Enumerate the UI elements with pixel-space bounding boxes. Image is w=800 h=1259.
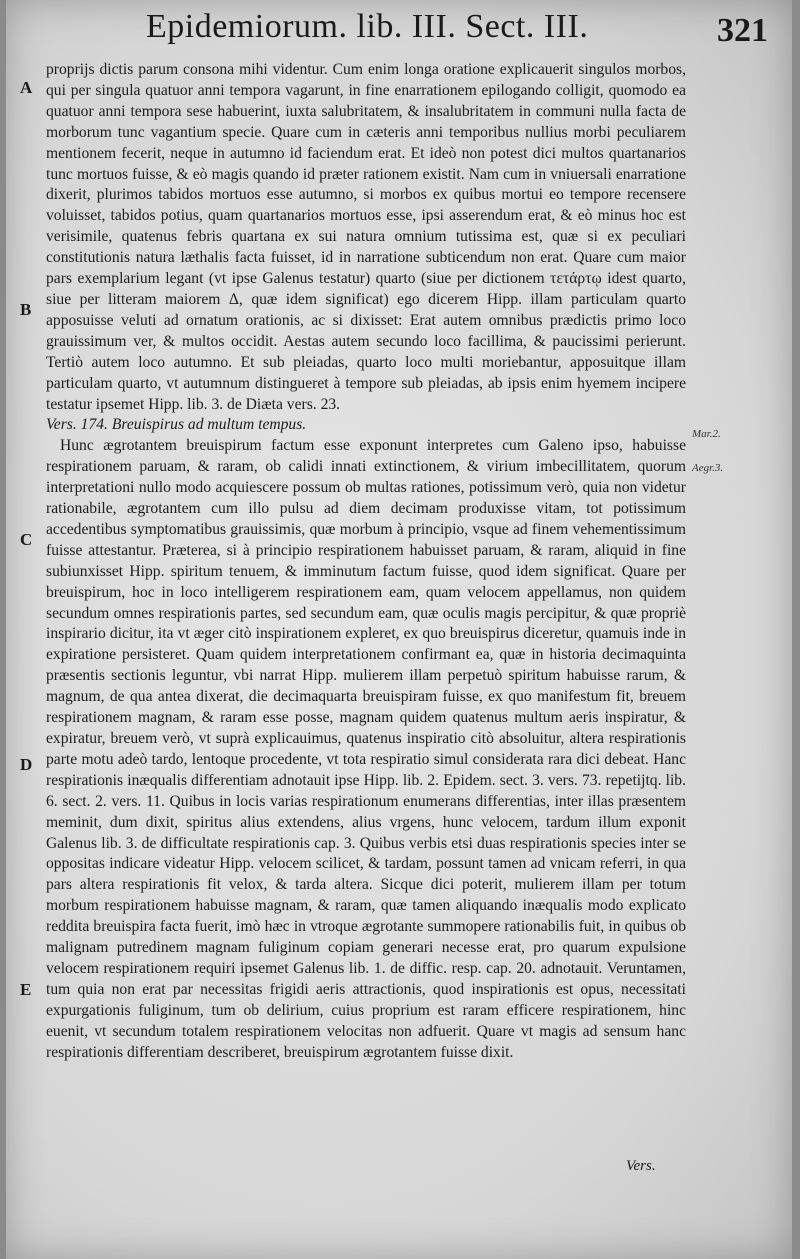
paragraph-2: Hunc ægrotantem breuispirum factum esse exponunt interpretes cum Galeno ipso, habuisse respirationem paruam, & raram, ob calidi innati extinctionem, & virium imbecillitatem, quorum interpretationi nullo modo acquiescere possum ob multas rationes, potissimum verò, quia non videtur rationabile, ægrotantem cum illo pulsu ad diem decimam produxisse vitam, tot potissimum accedentibus symptomatibus grauissimis, quæ morbum à principio, vsque ad finem vehementissimum fuisse attestantur. Præterea, si à principio respirationem habuisset paruam, & raram, aliquid in fine subiunxisset Hipp. spiritum tenuem, & imminutum factum fuisse, quod idem significat. Quare per breuispirum, hoc in loco intelligerem respirationem eam, quam velocem appellamus, non quidem secundum omnes respirationis partes, sed secundum eam, quæ oculis magis percipitur, & quæ propriè inspirario dicitur, ita vt æger citò inspirationem expleret, ex quo breuispirus diceretur, quamuis inde in expiratione persisteret. Quam quidem interpretationem confirmant ea, quæ in historia decimaquinta præsentis sectionis leguntur, vbi narrat Hipp. mulierem illam perpetuò spiritum habuisse rarum, & magnum, de qua antea dixerat, die decimaquarta breuispiram fuisse, ex quo manifestum fit, breuem respirationem magnam, & raram esse posse, magnam quidem quatenus multum aeris inspiratur, & expiratur, breuem verò, vt suprà explicauimus, quatenus inspiratio citò absoluitur, altera respirationis parte motu adeò tardo, lentoque procedente, vt tota respiratio simul considerata rara dici debeat. Hanc respirationis inæqualis differentiam adnotauit ipse Hipp. lib. 2. Epidem. sect. 3. vers. 73. repetijtq. lib. 6. sect. 2. vers. 11. Quibus in locis varias respirationum enumerans differentias, inter illas præsentem meminit, dum dixit, spiritus alius extendens, alius vrgens, hunc velocem, tardum illum exponit Galenus lib. 3. de difficultate respirationis cap. 3. Quibus verbis etsi duas respirationis species inter se oppositas indicare videatur Hipp. velocem scilicet, & tardam, possunt tamen ad vnicam referri, in qua pars altera respirationis fit velox, & tarda altera. Sicque dici poterit, mulierem illam per totum morbum respirationem habuisse magnam, & raram, quæ tamen aliquando inæqualis modo explicato reddita breuispira facta fuerit, imò hæc in vtroque ægrotante summopere rationabilis fuit, in quibus ob malignam putredinem magnam fuliginum copiam generari necesse erat, pro quarum expulsione velocem respirationem requiri ipsemet Galenus lib. 1. de diffic. resp. cap. 20. adnotauit. Veruntamen, tum quia non erat par necessitas frigidi aeris attractionis, quod inspirationis est opus, necessitati expurgationis fuliginum, tum ob delirium, cuius proprium est raram efficere respirationem, hinc euenit, vt secundum totalem respirationem velocitas non adfuerit. Quare vt magis ad sensum hanc respirationis differentiam describeret, breuispirum ægrotantem fuisse dixit. xyxy=(46,437,686,1061)
margin-letter-d: D xyxy=(20,755,33,774)
margin-letter-c: C xyxy=(20,530,33,549)
margin-letter-a: A xyxy=(20,78,33,97)
margin-letter-b: B xyxy=(20,300,32,319)
paragraph-1: proprijs dictis parum consona mihi videntur. Cum enim longa oratione explicauerit singulos morbos, qui per singula quatuor anni tempora vagarunt, in fine enarrationem epilogando colligit, quomodo ea quatuor anni tempora sese habuerint, iuxta salubritatem, & insalubritatem in communi nulla facta de morborum tunc vagantium specie. Quare cum in cæteris anni temporibus nullius morbi peculiarem mentionem fecerit, neque in autumno id faciendum erat. Et ideò non potest dici multos quartanarios tunc mortuos fuisse, & eò magis quando id præter rationem existit. Nam cum in vniuersali enarratione dixerit, plurimos tabidos mortuos esse autumno, si morbos ex quibus mortui eo tempore recensere voluisset, tabidos potius, quam quartanarios mortuos esse, ipsi asserendum erat, & eò minus hoc est verisimile, quatenus febris quartana ex sui natura omnium tutissima est, quæ si ex peculiari constitutionis natura læthalis facta fuisset, id in narratione subticendum non erat. Quare cum maior pars exemplarium legant (vt ipse Galenus testatur) quarto (siue per dictionem τετάρτῳ idest quarto, siue per litteram maiorem Δ, quæ idem significat) ego dicerem Hipp. illam particulam quarto apposuisse veluti ad ornatum orationis, ac si dixisset: Erat autem omnibus prædictis primo loco grauissimum ver, & multos occidit. Aestas autem secundo loco facillima, & paucissimi perierunt. Tertiò autem loco autumno. Et sub pleiadas, quarto loco multi moriebantur, apposuitque illam particulam quarto, vt autumnum distingueret à tempore sub pleiadas, ab ipsis enim hyemem incipere testatur ipsemet Hipp. lib. 3. de Diæta vers. 23. xyxy=(46,61,686,413)
margin-letter-e: E xyxy=(20,980,32,999)
verse-heading: Vers. 174. Breuispirus ad multum tempus. xyxy=(46,416,307,434)
page-number: 321 xyxy=(717,12,768,49)
book-page xyxy=(6,0,792,1259)
text-body xyxy=(46,60,686,1064)
margin-note-mar: Mar.2. xyxy=(692,428,721,440)
margin-note-aegr: Aegr.3. xyxy=(692,462,724,474)
catchword: Vers. xyxy=(626,1158,656,1174)
running-header: Epidemiorum. lib. III. Sect. III. xyxy=(146,8,589,45)
